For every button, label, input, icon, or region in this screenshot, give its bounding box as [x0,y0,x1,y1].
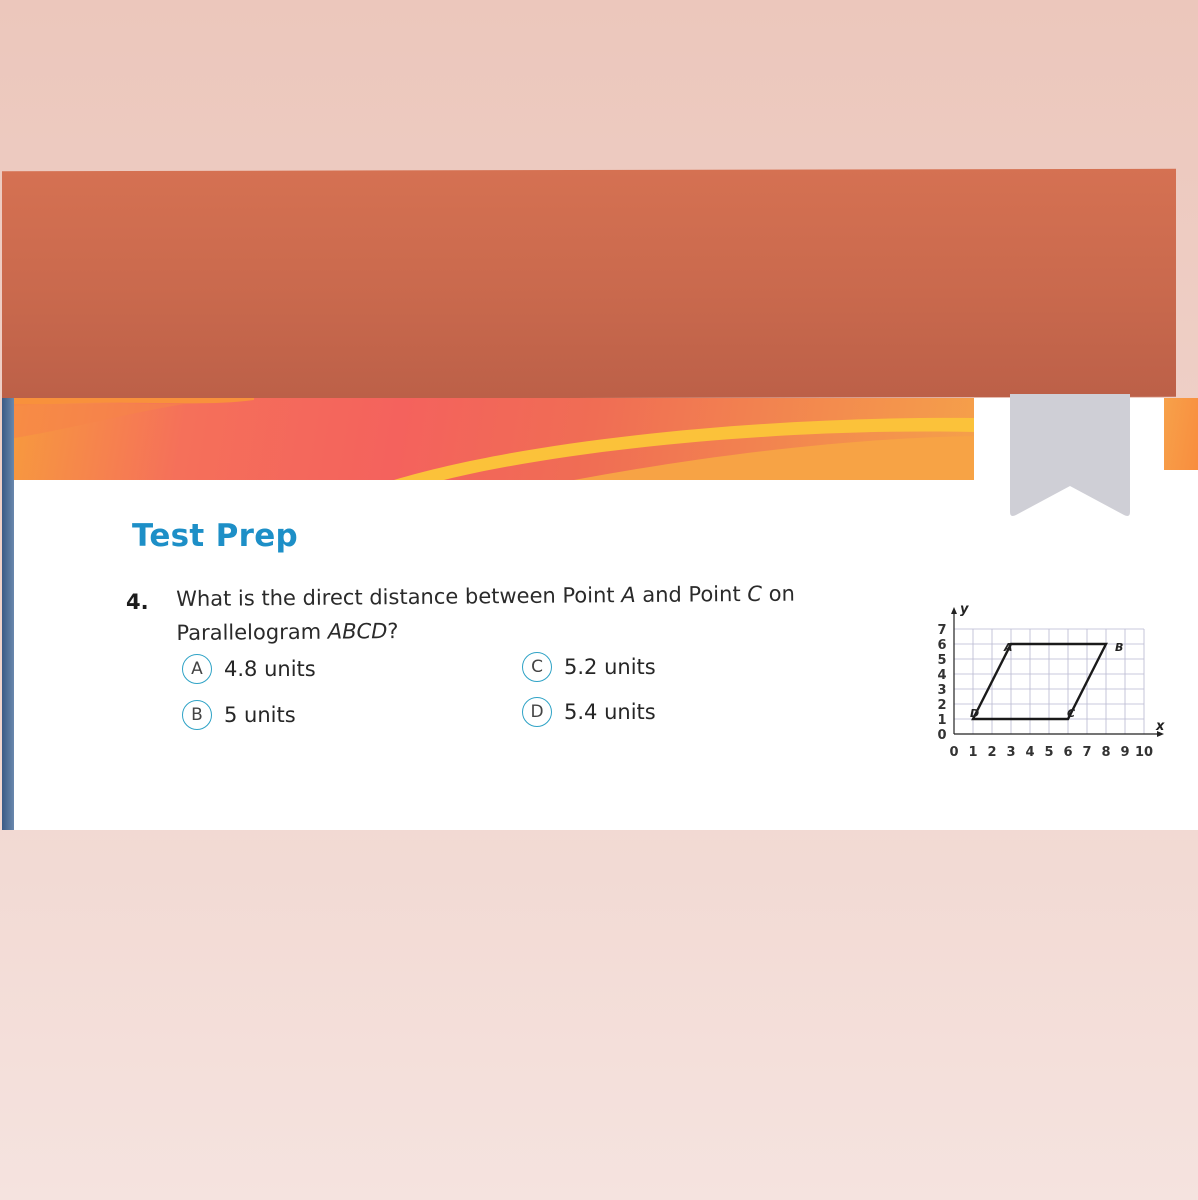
x-tick-label: 7 [1082,745,1092,760]
choice-text-b: 5 units [224,703,296,727]
y-tick-label: 5 [937,653,947,668]
point-a-label: A [621,582,636,608]
question-number: 4. [126,590,149,614]
choice-bubble-c[interactable]: C [522,652,552,682]
question-text-part: ? [387,619,399,644]
question-text [176,576,877,650]
coordinate-grid-graph [926,576,1165,776]
x-tick-label: 6 [1063,745,1073,760]
y-tick-label: 4 [937,668,947,683]
textbook-page [2,398,1198,830]
x-tick-label: 1 [968,745,978,760]
question-line-1 [176,576,876,616]
vertex-label-b: B [1115,641,1124,654]
y-tick-label: 0 [937,728,947,743]
question-text-part: What is the direct distance between Point [176,583,622,611]
vertex-label-a: A [1004,641,1013,654]
answer-choice-a[interactable] [182,654,316,684]
top-color-band [2,169,1176,399]
bookmark-ribbon [974,398,1164,538]
decorative-header-wave [14,398,974,480]
y-tick-label: 6 [937,638,947,653]
page-spine-edge [2,398,14,830]
x-tick-label: 8 [1101,745,1111,760]
answer-choice-c[interactable] [522,652,656,682]
y-tick-label: 1 [937,713,947,728]
choice-text-a: 4.8 units [224,657,316,681]
y-tick-label: 7 [937,623,947,638]
question-text-part: on [761,581,795,606]
vertex-label-d: D [970,707,980,720]
choice-bubble-b[interactable]: B [182,700,212,730]
section-title: Test Prep [132,518,299,554]
question-line-2 [176,610,876,650]
x-tick-label: 3 [1006,745,1016,760]
x-axis-label: x [1156,719,1165,734]
answer-choice-d[interactable] [522,697,656,727]
x-tick-label: 0 [949,745,959,760]
choice-text-c: 5.2 units [564,655,656,679]
parallelogram-abcd [973,644,1106,719]
x-tick-label: 4 [1025,745,1035,760]
point-c-label: C [747,581,763,607]
y-axis-arrow [951,607,957,614]
choice-bubble-a[interactable]: A [182,654,212,684]
shape-name: ABCD [327,619,388,644]
question-text-part: and Point [635,582,748,607]
x-tick-label: 2 [987,745,997,760]
y-axis-label: y [960,602,969,617]
choice-bubble-d[interactable]: D [522,697,552,727]
x-tick-label: 10 [1134,745,1154,760]
question-text-part: Parallelogram [176,619,328,645]
vertex-label-c: C [1067,707,1076,720]
x-tick-label: 9 [1120,745,1130,760]
answer-choice-b[interactable] [182,700,296,730]
y-tick-label: 3 [937,683,947,698]
x-tick-label: 5 [1044,745,1054,760]
decorative-header-wave-right [1164,398,1198,470]
y-tick-label: 2 [937,698,947,713]
choice-text-d: 5.4 units [564,700,656,724]
